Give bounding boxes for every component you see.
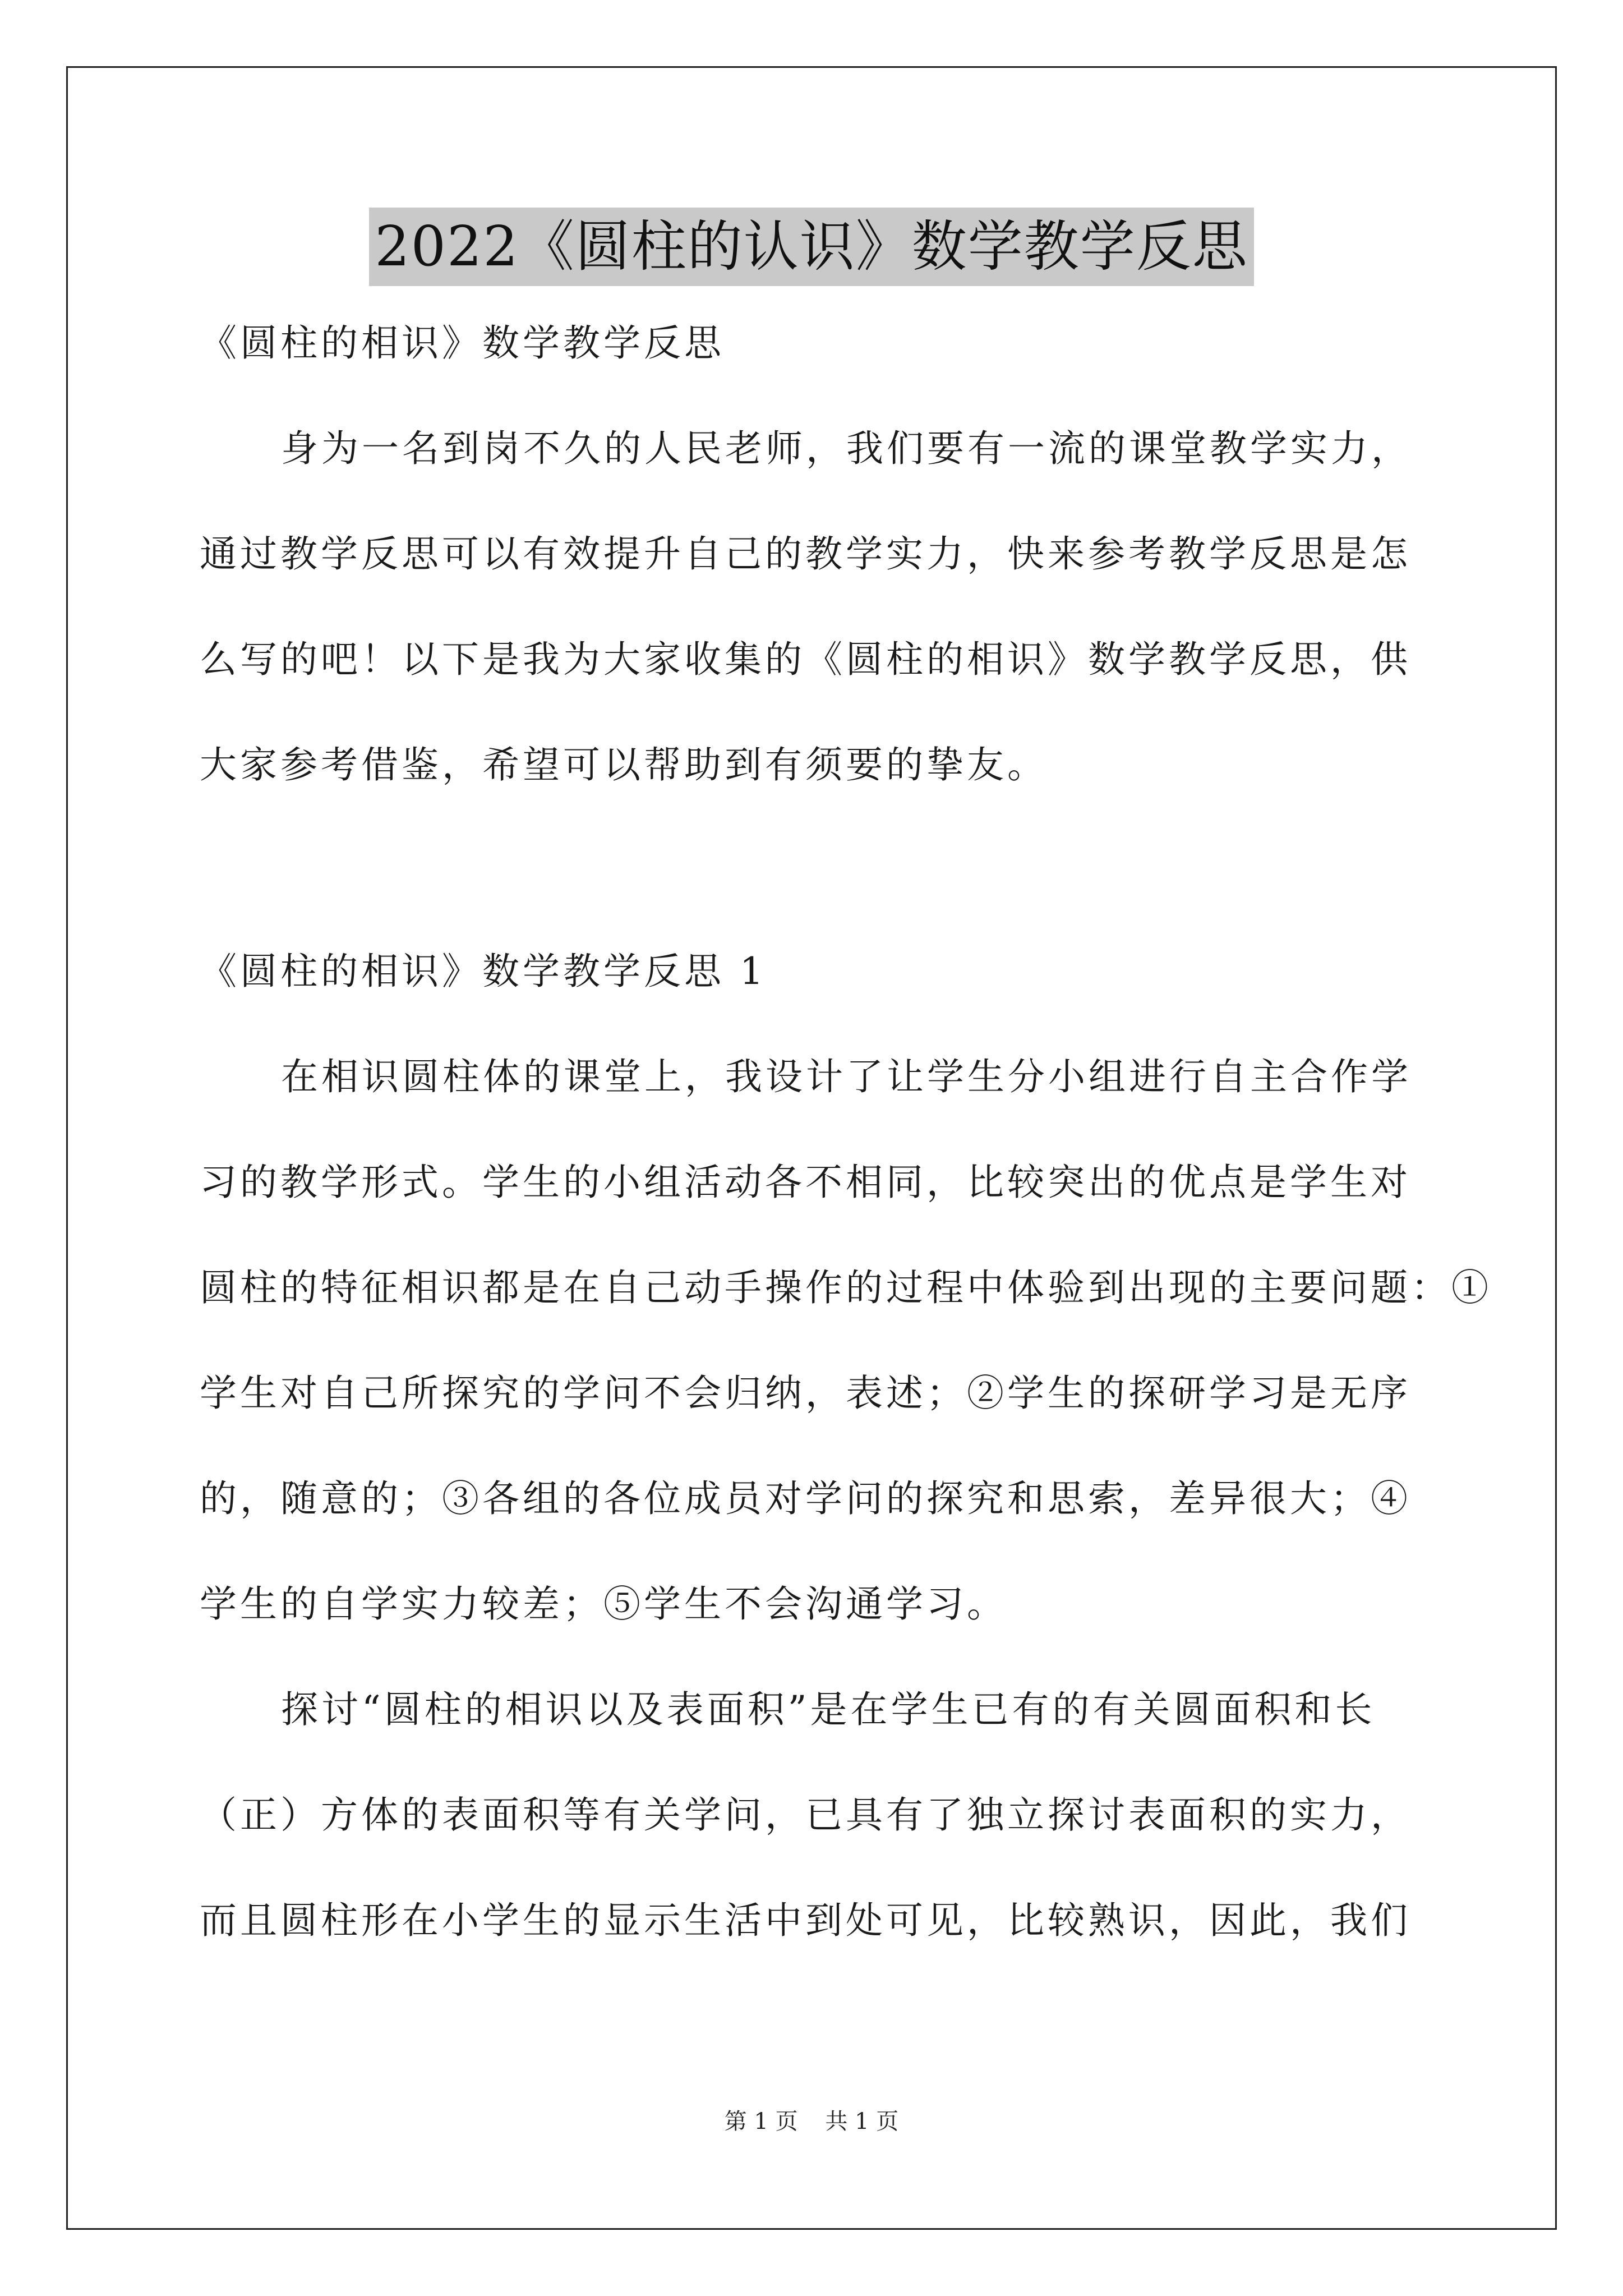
paragraph-line: 圆柱的特征相识都是在自己动手操作的过程中体验到出现的主要问题：①	[200, 1266, 1492, 1309]
paragraph-line: 的，随意的；③各组的各位成员对学问的探究和思索，差异很大；④	[200, 1477, 1411, 1520]
paragraph-line: 通过教学反思可以有效提升自己的教学实力，快来参考教学反思是怎	[200, 532, 1411, 576]
paragraph-line: 学生对自己所探究的学问不会归纳，表述；②学生的探研学习是无序	[200, 1372, 1411, 1415]
paragraph-line: 探讨“圆柱的相识以及表面积”是在学生已有的有关圆面积和长	[281, 1688, 1376, 1731]
paragraph-line: 么写的吧！以下是我为大家收集的《圆柱的相识》数学教学反思，供	[200, 638, 1411, 681]
paragraph-line: 在相识圆柱体的课堂上，我设计了让学生分小组进行自主合作学	[281, 1055, 1412, 1098]
title-container	[0, 208, 1623, 286]
paragraph-line: 学生的自学实力较差；⑤学生不会沟通学习。	[200, 1582, 1007, 1626]
document-title: 2022《圆柱的认识》数学教学反思	[369, 208, 1253, 286]
paragraph-line: 大家参考借鉴，希望可以帮助到有须要的挚友。	[200, 743, 1048, 786]
paragraph-line: （正）方体的表面积等有关学问，已具有了独立探讨表面积的实力，	[200, 1793, 1411, 1837]
section-heading: 《圆柱的相识》数学教学反思	[200, 321, 725, 365]
page-total: 共 1 页	[825, 2109, 899, 2134]
page-number: 第 1 页	[724, 2109, 798, 2134]
section-heading: 《圆柱的相识》数学教学反思 1	[200, 950, 767, 993]
page-footer	[0, 2104, 1623, 2136]
paragraph-line: 而且圆柱形在小学生的显示生活中到处可见，比较熟识，因此，我们	[200, 1899, 1411, 1942]
paragraph-line: 习的教学形式。学生的小组活动各不相同，比较突出的优点是学生对	[200, 1161, 1411, 1204]
paragraph-line: 身为一名到岗不久的人民老师，我们要有一流的课堂教学实力，	[281, 427, 1412, 470]
